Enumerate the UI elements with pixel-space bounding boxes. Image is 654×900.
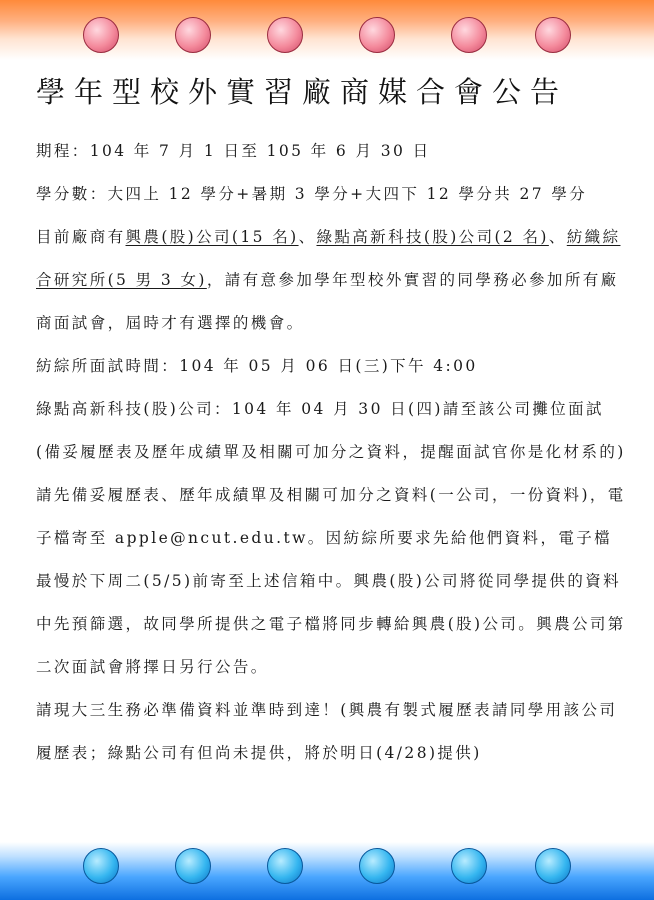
pink-circle-decoration	[535, 17, 571, 53]
top-decorative-band	[0, 0, 654, 60]
companies-separator: 、	[298, 228, 317, 246]
blue-circle-decoration	[267, 848, 303, 884]
companies-separator: 、	[548, 228, 567, 246]
greenpoint-interview-info: 綠點高新科技(股)公司：104 年 04 月 30 日(四)請至該公司攤位面試(備妥履歷表及歷年成績單及相關可加分之資料，提醒面試官你是化材系的)	[36, 400, 626, 461]
announcement-title: 學年型校外實習廠商媒合會公告	[36, 75, 569, 109]
company-xingnong: 興農(股)公司(15 名)	[125, 228, 299, 246]
attendance-reminder: 請現大三生務必準備資料並準時到達！(興農有製式履歷表請同學用該公司履歷表；綠點公司有但尚未提供，將於明日(4/28)提供)	[36, 701, 618, 762]
company-textile-institute: 紡織綜合研究所(5 男 3 女)	[36, 228, 621, 289]
pink-circle-decoration	[175, 17, 211, 53]
pink-circle-decoration	[451, 17, 487, 53]
blue-circle-decoration	[451, 848, 487, 884]
credits-line: 學分數：大四上 12 學分+暑期 3 學分+大四下 12 學分共 27 學分	[36, 185, 588, 203]
companies-paragraph	[36, 216, 628, 345]
blue-circle-decoration	[359, 848, 395, 884]
blue-circle-decoration	[535, 848, 571, 884]
pink-circle-decoration	[359, 17, 395, 53]
schedule-line: 期程：104 年 7 月 1 日至 105 年 6 月 30 日	[36, 142, 431, 160]
pink-circle-decoration	[267, 17, 303, 53]
blue-circle-decoration	[175, 848, 211, 884]
announcement-body	[36, 130, 628, 775]
blue-circle-decoration	[83, 848, 119, 884]
companies-rest: ，請有意參加學年型校外實習的同學務必參加所有廠商面試會，屆時才有選擇的機會。	[36, 271, 619, 332]
company-greenpoint: 綠點高新科技(股)公司(2 名)	[316, 228, 549, 246]
submission-instructions: 請先備妥履歷表、歷年成績單及相關可加分之資料(一公司，一份資料)，電子檔寄至 apple@ncut.edu.tw。因紡綜所要求先給他們資料，電子檔最慢於下周二(5/5)前寄至上述信箱中。興農(股)公司將從同學提供的資料中先預篩選，故同學所提供之電子檔將同步轉給興農(股)公司。興農公司第二次面試會將擇日另行公告。	[36, 486, 626, 676]
companies-intro: 目前廠商有	[36, 228, 126, 246]
pink-circle-decoration	[83, 17, 119, 53]
textile-interview-time: 紡綜所面試時間：104 年 05 月 06 日(三)下午 4:00	[36, 357, 478, 375]
